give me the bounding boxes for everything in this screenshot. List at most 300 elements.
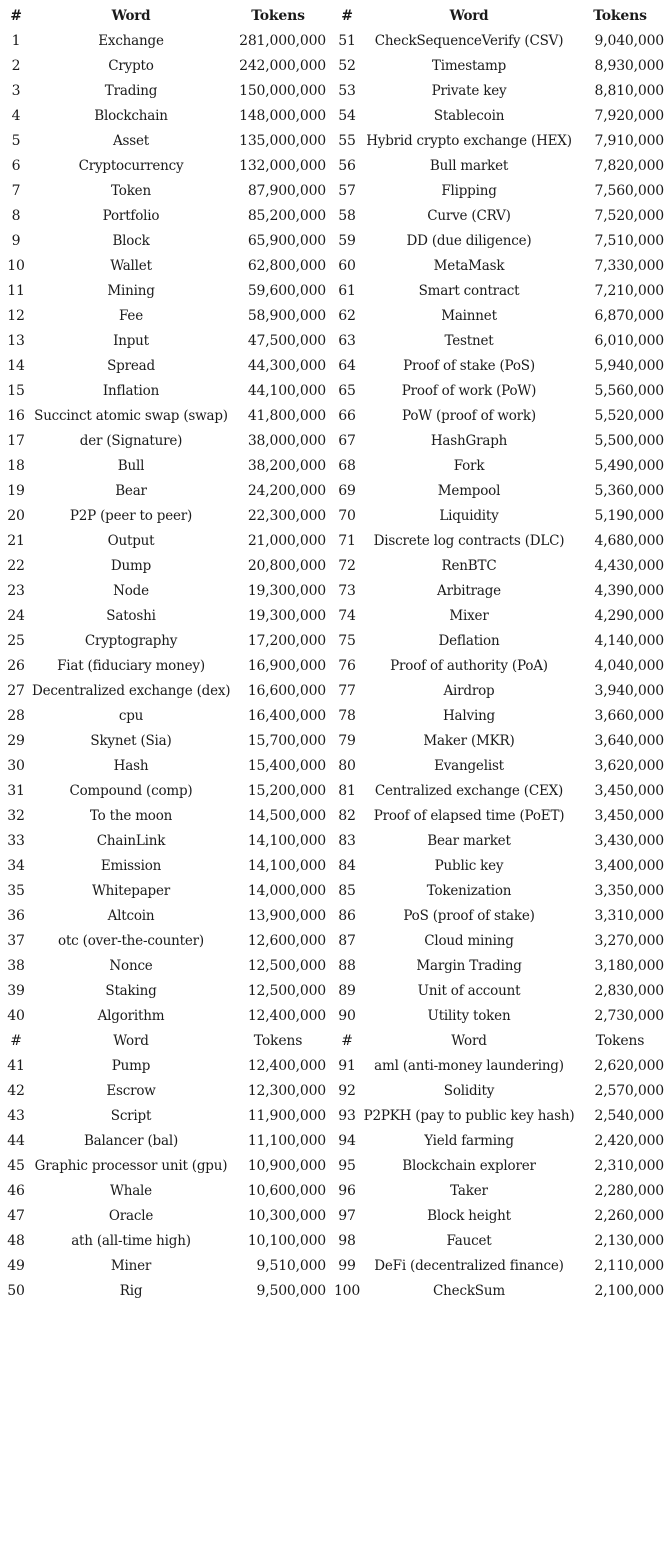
word-cell: aml (anti-money laundering) — [374, 1058, 564, 1074]
rank-cell: 18 — [7, 458, 25, 474]
tokens-cell: 87,900,000 — [247, 183, 326, 199]
table-row — [0, 29, 666, 54]
rank-cell: 22 — [7, 558, 25, 574]
tokens-cell: 14,100,000 — [247, 858, 326, 874]
rank-cell: 69 — [338, 483, 356, 499]
word-cell: Bull — [117, 458, 145, 474]
word-cell: Stablecoin — [433, 108, 505, 124]
word-cell: MetaMask — [433, 258, 505, 274]
word-cell: Dump — [110, 558, 152, 574]
rank-cell: 43 — [7, 1108, 25, 1124]
table-row — [0, 454, 666, 479]
word-cell: Smart contract — [418, 283, 520, 299]
tokens-cell: 5,940,000 — [594, 358, 664, 374]
word-cell: Fork — [453, 458, 485, 474]
table-header-row — [0, 4, 666, 29]
table-row — [0, 954, 666, 979]
table-row — [0, 179, 666, 204]
word-cell: To the moon — [89, 808, 173, 824]
tokens-cell: 2,130,000 — [594, 1233, 664, 1249]
word-cell: Wallet — [110, 258, 152, 274]
rank-cell: 23 — [7, 583, 25, 599]
word-cell: Oracle — [108, 1208, 154, 1224]
rank-cell: 46 — [7, 1183, 25, 1199]
mid-header-word-left: Word — [113, 1033, 149, 1049]
tokens-cell: 2,830,000 — [594, 983, 664, 999]
word-cell: der (Signature) — [79, 433, 183, 449]
tokens-cell: 3,400,000 — [594, 858, 664, 874]
tokens-cell: 14,000,000 — [247, 883, 326, 899]
table-row — [0, 779, 666, 804]
rank-cell: 10 — [7, 258, 25, 274]
rank-cell: 89 — [338, 983, 356, 999]
tokens-cell: 7,920,000 — [594, 108, 664, 124]
table-row — [0, 479, 666, 504]
tokens-cell: 3,450,000 — [594, 808, 664, 824]
table-row — [0, 204, 666, 229]
tokens-cell: 16,600,000 — [247, 683, 326, 699]
tokens-cell: 10,100,000 — [247, 1233, 326, 1249]
rank-cell: 59 — [338, 233, 356, 249]
rank-cell: 19 — [7, 483, 25, 499]
word-cell: Solidity — [443, 1083, 495, 1099]
word-cell: Rig — [119, 1283, 143, 1299]
table-row — [0, 1054, 666, 1079]
rank-cell: 75 — [338, 633, 356, 649]
word-cell: Escrow — [106, 1083, 156, 1099]
rank-cell: 21 — [7, 533, 25, 549]
tokens-cell: 44,100,000 — [247, 383, 326, 399]
word-cell: Crypto — [108, 58, 154, 74]
tokens-cell: 15,400,000 — [247, 758, 326, 774]
tokens-cell: 2,110,000 — [594, 1258, 664, 1274]
tokens-cell: 7,210,000 — [594, 283, 664, 299]
tokens-cell: 16,400,000 — [247, 708, 326, 724]
rank-cell: 81 — [338, 783, 356, 799]
table-row — [0, 1279, 666, 1304]
rank-cell: 67 — [338, 433, 356, 449]
table-body-block-1 — [0, 29, 666, 1029]
table-row — [0, 1254, 666, 1279]
word-cell: Balancer (bal) — [83, 1133, 179, 1149]
tokens-cell: 11,100,000 — [247, 1133, 326, 1149]
word-cell: Flipping — [441, 183, 497, 199]
word-cell: Tokenization — [426, 883, 512, 899]
rank-cell: 98 — [338, 1233, 356, 1249]
rank-cell: 95 — [338, 1158, 356, 1174]
rank-cell: 72 — [338, 558, 356, 574]
word-cell: Blockchain explorer — [402, 1158, 536, 1174]
rank-cell: 3 — [11, 83, 21, 99]
word-cell: Fiat (fiduciary money) — [57, 658, 205, 674]
word-cell: Mixer — [449, 608, 489, 624]
word-cell: PoS (proof of stake) — [403, 908, 535, 924]
tokens-cell: 62,800,000 — [247, 258, 326, 274]
tokens-cell: 4,040,000 — [594, 658, 664, 674]
tokens-cell: 2,540,000 — [594, 1108, 664, 1124]
word-cell: Cloud mining — [424, 933, 514, 949]
word-cell: CheckSequenceVerify (CSV) — [374, 33, 564, 49]
rank-cell: 45 — [7, 1158, 25, 1174]
tokens-cell: 5,560,000 — [594, 383, 664, 399]
tokens-cell: 10,300,000 — [247, 1208, 326, 1224]
tokens-cell: 19,300,000 — [247, 608, 326, 624]
rank-cell: 63 — [338, 333, 356, 349]
rank-cell: 88 — [338, 958, 356, 974]
table-row — [0, 129, 666, 154]
tokens-cell: 7,510,000 — [594, 233, 664, 249]
word-cell: Inflation — [102, 383, 160, 399]
word-cell: DeFi (decentralized finance) — [374, 1258, 564, 1274]
word-cell: Blockchain — [94, 108, 168, 124]
word-cell: Skynet (Sia) — [90, 733, 172, 749]
rank-cell: 94 — [338, 1133, 356, 1149]
word-cell: Miner — [110, 1258, 152, 1274]
table-row — [0, 404, 666, 429]
rank-cell: 78 — [338, 708, 356, 724]
table-row — [0, 829, 666, 854]
rank-cell: 55 — [338, 133, 356, 149]
rank-cell: 68 — [338, 458, 356, 474]
rank-cell: 53 — [338, 83, 356, 99]
word-cell: Margin Trading — [416, 958, 522, 974]
table-row — [0, 704, 666, 729]
tokens-cell: 150,000,000 — [239, 83, 326, 99]
word-cell: Faucet — [446, 1233, 492, 1249]
word-cell: P2PKH (pay to public key hash) — [363, 1108, 575, 1124]
table-row — [0, 229, 666, 254]
tokens-cell: 14,100,000 — [247, 833, 326, 849]
rank-cell: 5 — [11, 133, 21, 149]
header-tokens-right: Tokens — [593, 8, 647, 24]
tokens-cell: 20,800,000 — [247, 558, 326, 574]
rank-cell: 77 — [338, 683, 356, 699]
word-cell: Proof of authority (PoA) — [390, 658, 548, 674]
table-row — [0, 1229, 666, 1254]
tokens-cell: 12,300,000 — [247, 1083, 326, 1099]
word-cell: Pump — [111, 1058, 151, 1074]
rank-cell: 61 — [338, 283, 356, 299]
rank-cell: 17 — [7, 433, 25, 449]
tokens-cell: 148,000,000 — [239, 108, 326, 124]
word-cell: Trading — [104, 83, 158, 99]
word-cell: HashGraph — [430, 433, 508, 449]
rank-cell: 80 — [338, 758, 356, 774]
tokens-cell: 4,290,000 — [594, 608, 664, 624]
mid-header-rank-right: # — [341, 1033, 353, 1049]
word-cell: Utility token — [427, 1008, 511, 1024]
tokens-cell: 2,280,000 — [594, 1183, 664, 1199]
rank-cell: 27 — [7, 683, 25, 699]
tokens-cell: 38,000,000 — [247, 433, 326, 449]
rank-cell: 44 — [7, 1133, 25, 1149]
table-row — [0, 104, 666, 129]
tokens-cell: 15,200,000 — [247, 783, 326, 799]
tokens-cell: 59,600,000 — [247, 283, 326, 299]
word-cell: Script — [110, 1108, 152, 1124]
word-cell: RenBTC — [441, 558, 497, 574]
rank-cell: 92 — [338, 1083, 356, 1099]
rank-cell: 41 — [7, 1058, 25, 1074]
tokens-cell: 3,310,000 — [594, 908, 664, 924]
word-cell: Satoshi — [106, 608, 156, 624]
rank-cell: 86 — [338, 908, 356, 924]
rank-cell: 4 — [11, 108, 21, 124]
rank-cell: 29 — [7, 733, 25, 749]
table-row — [0, 854, 666, 879]
word-cell: otc (over-the-counter) — [58, 933, 204, 949]
rank-cell: 20 — [7, 508, 25, 524]
tokens-cell: 9,510,000 — [256, 1258, 326, 1274]
word-cell: Decentralized exchange (dex) — [32, 683, 231, 699]
tokens-cell: 3,430,000 — [594, 833, 664, 849]
rank-cell: 9 — [11, 233, 21, 249]
rank-cell: 91 — [338, 1058, 356, 1074]
rank-cell: 32 — [7, 808, 25, 824]
table-row — [0, 154, 666, 179]
word-cell: Graphic processor unit (gpu) — [34, 1158, 228, 1174]
tokens-cell: 242,000,000 — [239, 58, 326, 74]
rank-cell: 8 — [11, 208, 21, 224]
tokens-cell: 7,560,000 — [594, 183, 664, 199]
tokens-cell: 3,270,000 — [594, 933, 664, 949]
tokens-cell: 2,620,000 — [594, 1058, 664, 1074]
table-row — [0, 654, 666, 679]
rank-cell: 50 — [7, 1283, 25, 1299]
word-cell: Proof of stake (PoS) — [403, 358, 535, 374]
rank-cell: 90 — [338, 1008, 356, 1024]
tokens-cell: 3,450,000 — [594, 783, 664, 799]
rank-cell: 39 — [7, 983, 25, 999]
tokens-cell: 19,300,000 — [247, 583, 326, 599]
word-cell: Discrete log contracts (DLC) — [373, 533, 565, 549]
word-cell: DD (due diligence) — [406, 233, 532, 249]
tokens-cell: 2,730,000 — [594, 1008, 664, 1024]
tokens-cell: 10,900,000 — [247, 1158, 326, 1174]
tokens-cell: 5,190,000 — [594, 508, 664, 524]
word-cell: Block — [112, 233, 150, 249]
word-cell: Deflation — [438, 633, 500, 649]
tokens-cell: 44,300,000 — [247, 358, 326, 374]
table-row — [0, 304, 666, 329]
word-cell: Halving — [442, 708, 496, 724]
rank-cell: 42 — [7, 1083, 25, 1099]
rank-cell: 36 — [7, 908, 25, 924]
rank-cell: 82 — [338, 808, 356, 824]
tokens-cell: 3,940,000 — [594, 683, 664, 699]
word-cell: Airdrop — [443, 683, 495, 699]
tokens-cell: 38,200,000 — [247, 458, 326, 474]
tokens-cell: 4,140,000 — [594, 633, 664, 649]
rank-cell: 71 — [338, 533, 356, 549]
word-cell: Hybrid crypto exchange (HEX) — [366, 133, 572, 149]
tokens-cell: 11,900,000 — [247, 1108, 326, 1124]
rank-cell: 13 — [7, 333, 25, 349]
tokens-cell: 7,330,000 — [594, 258, 664, 274]
rank-cell: 70 — [338, 508, 356, 524]
rank-cell: 7 — [11, 183, 21, 199]
rank-cell: 100 — [333, 1283, 361, 1299]
rank-cell: 37 — [7, 933, 25, 949]
tokens-cell: 132,000,000 — [239, 158, 326, 174]
word-cell: Compound (comp) — [69, 783, 193, 799]
rank-cell: 38 — [7, 958, 25, 974]
word-cell: Bull market — [429, 158, 509, 174]
rank-cell: 25 — [7, 633, 25, 649]
tokens-cell: 2,260,000 — [594, 1208, 664, 1224]
word-cell: Private key — [431, 83, 507, 99]
word-cell: Proof of work (PoW) — [401, 383, 537, 399]
word-cell: Cryptography — [84, 633, 178, 649]
header-rank-right: # — [341, 8, 353, 24]
table-row — [0, 504, 666, 529]
tokens-cell: 65,900,000 — [247, 233, 326, 249]
tokens-cell: 13,900,000 — [247, 908, 326, 924]
header-tokens-left: Tokens — [251, 8, 305, 24]
rank-cell: 6 — [11, 158, 21, 174]
token-frequency-table — [0, 4, 666, 1304]
rank-cell: 11 — [7, 283, 25, 299]
word-cell: Emission — [100, 858, 162, 874]
rank-cell: 48 — [7, 1233, 25, 1249]
rank-cell: 99 — [338, 1258, 356, 1274]
word-cell: Asset — [112, 133, 150, 149]
table-row — [0, 879, 666, 904]
table-row — [0, 629, 666, 654]
rank-cell: 40 — [7, 1008, 25, 1024]
word-cell: Succinct atomic swap (swap) — [34, 408, 228, 424]
word-cell: ath (all-time high) — [71, 1233, 191, 1249]
rank-cell: 84 — [338, 858, 356, 874]
tokens-cell: 3,350,000 — [594, 883, 664, 899]
rank-cell: 57 — [338, 183, 356, 199]
tokens-cell: 5,490,000 — [594, 458, 664, 474]
tokens-cell: 14,500,000 — [247, 808, 326, 824]
word-cell: Bear market — [427, 833, 511, 849]
word-cell: P2P (peer to peer) — [69, 508, 193, 524]
table-row — [0, 1079, 666, 1104]
rank-cell: 64 — [338, 358, 356, 374]
table-row — [0, 729, 666, 754]
word-cell: Mempool — [437, 483, 501, 499]
rank-cell: 74 — [338, 608, 356, 624]
tokens-cell: 7,910,000 — [594, 133, 664, 149]
rank-cell: 58 — [338, 208, 356, 224]
rank-cell: 33 — [7, 833, 25, 849]
rank-cell: 79 — [338, 733, 356, 749]
rank-cell: 24 — [7, 608, 25, 624]
table-row — [0, 929, 666, 954]
table-row — [0, 1104, 666, 1129]
table-row — [0, 429, 666, 454]
table-body-block-2 — [0, 1054, 666, 1304]
rank-cell: 34 — [7, 858, 25, 874]
tokens-cell: 5,500,000 — [594, 433, 664, 449]
rank-cell: 30 — [7, 758, 25, 774]
rank-cell: 2 — [11, 58, 21, 74]
rank-cell: 87 — [338, 933, 356, 949]
word-cell: Testnet — [444, 333, 494, 349]
word-cell: Taker — [450, 1183, 488, 1199]
word-cell: Block height — [427, 1208, 511, 1224]
table-row — [0, 679, 666, 704]
word-cell: Hash — [113, 758, 149, 774]
word-cell: Node — [113, 583, 149, 599]
word-cell: Mainnet — [441, 308, 497, 324]
word-cell: Exchange — [98, 33, 164, 49]
tokens-cell: 135,000,000 — [239, 133, 326, 149]
tokens-cell: 6,870,000 — [594, 308, 664, 324]
table-row — [0, 754, 666, 779]
tokens-cell: 9,040,000 — [594, 33, 664, 49]
tokens-cell: 4,390,000 — [594, 583, 664, 599]
word-cell: ChainLink — [96, 833, 166, 849]
rank-cell: 15 — [7, 383, 25, 399]
word-cell: Whitepaper — [91, 883, 171, 899]
rank-cell: 65 — [338, 383, 356, 399]
word-cell: cpu — [118, 708, 144, 724]
rank-cell: 52 — [338, 58, 356, 74]
table-row — [0, 579, 666, 604]
word-cell: Algorithm — [97, 1008, 165, 1024]
table-mid-header-row — [0, 1029, 666, 1054]
rank-cell: 12 — [7, 308, 25, 324]
table-row — [0, 804, 666, 829]
rank-cell: 85 — [338, 883, 356, 899]
tokens-cell: 22,300,000 — [247, 508, 326, 524]
tokens-cell: 3,640,000 — [594, 733, 664, 749]
table-row — [0, 1154, 666, 1179]
tokens-cell: 12,600,000 — [247, 933, 326, 949]
word-cell: Timestamp — [431, 58, 507, 74]
table-row — [0, 554, 666, 579]
rank-cell: 51 — [338, 33, 356, 49]
tokens-cell: 4,430,000 — [594, 558, 664, 574]
tokens-cell: 5,520,000 — [594, 408, 664, 424]
word-cell: Public key — [434, 858, 504, 874]
rank-cell: 54 — [338, 108, 356, 124]
rank-cell: 76 — [338, 658, 356, 674]
tokens-cell: 12,400,000 — [247, 1008, 326, 1024]
table-row — [0, 1204, 666, 1229]
word-cell: Output — [107, 533, 155, 549]
rank-cell: 56 — [338, 158, 356, 174]
word-cell: Nonce — [109, 958, 153, 974]
tokens-cell: 2,310,000 — [594, 1158, 664, 1174]
table-row — [0, 254, 666, 279]
mid-header-tokens-left: Tokens — [253, 1033, 303, 1049]
mid-header-word-right: Word — [451, 1033, 487, 1049]
rank-cell: 60 — [338, 258, 356, 274]
rank-cell: 66 — [338, 408, 356, 424]
table-row — [0, 279, 666, 304]
tokens-cell: 85,200,000 — [247, 208, 326, 224]
rank-cell: 96 — [338, 1183, 356, 1199]
tokens-cell: 12,500,000 — [247, 958, 326, 974]
word-cell: PoW (proof of work) — [402, 408, 536, 424]
tokens-cell: 58,900,000 — [247, 308, 326, 324]
table-row — [0, 379, 666, 404]
word-cell: CheckSum — [433, 1283, 505, 1299]
tokens-cell: 15,700,000 — [247, 733, 326, 749]
table-row — [0, 79, 666, 104]
table-row — [0, 329, 666, 354]
rank-cell: 31 — [7, 783, 25, 799]
tokens-cell: 47,500,000 — [247, 333, 326, 349]
word-cell: Mining — [107, 283, 155, 299]
word-cell: Input — [113, 333, 149, 349]
mid-header-tokens-right: Tokens — [595, 1033, 645, 1049]
